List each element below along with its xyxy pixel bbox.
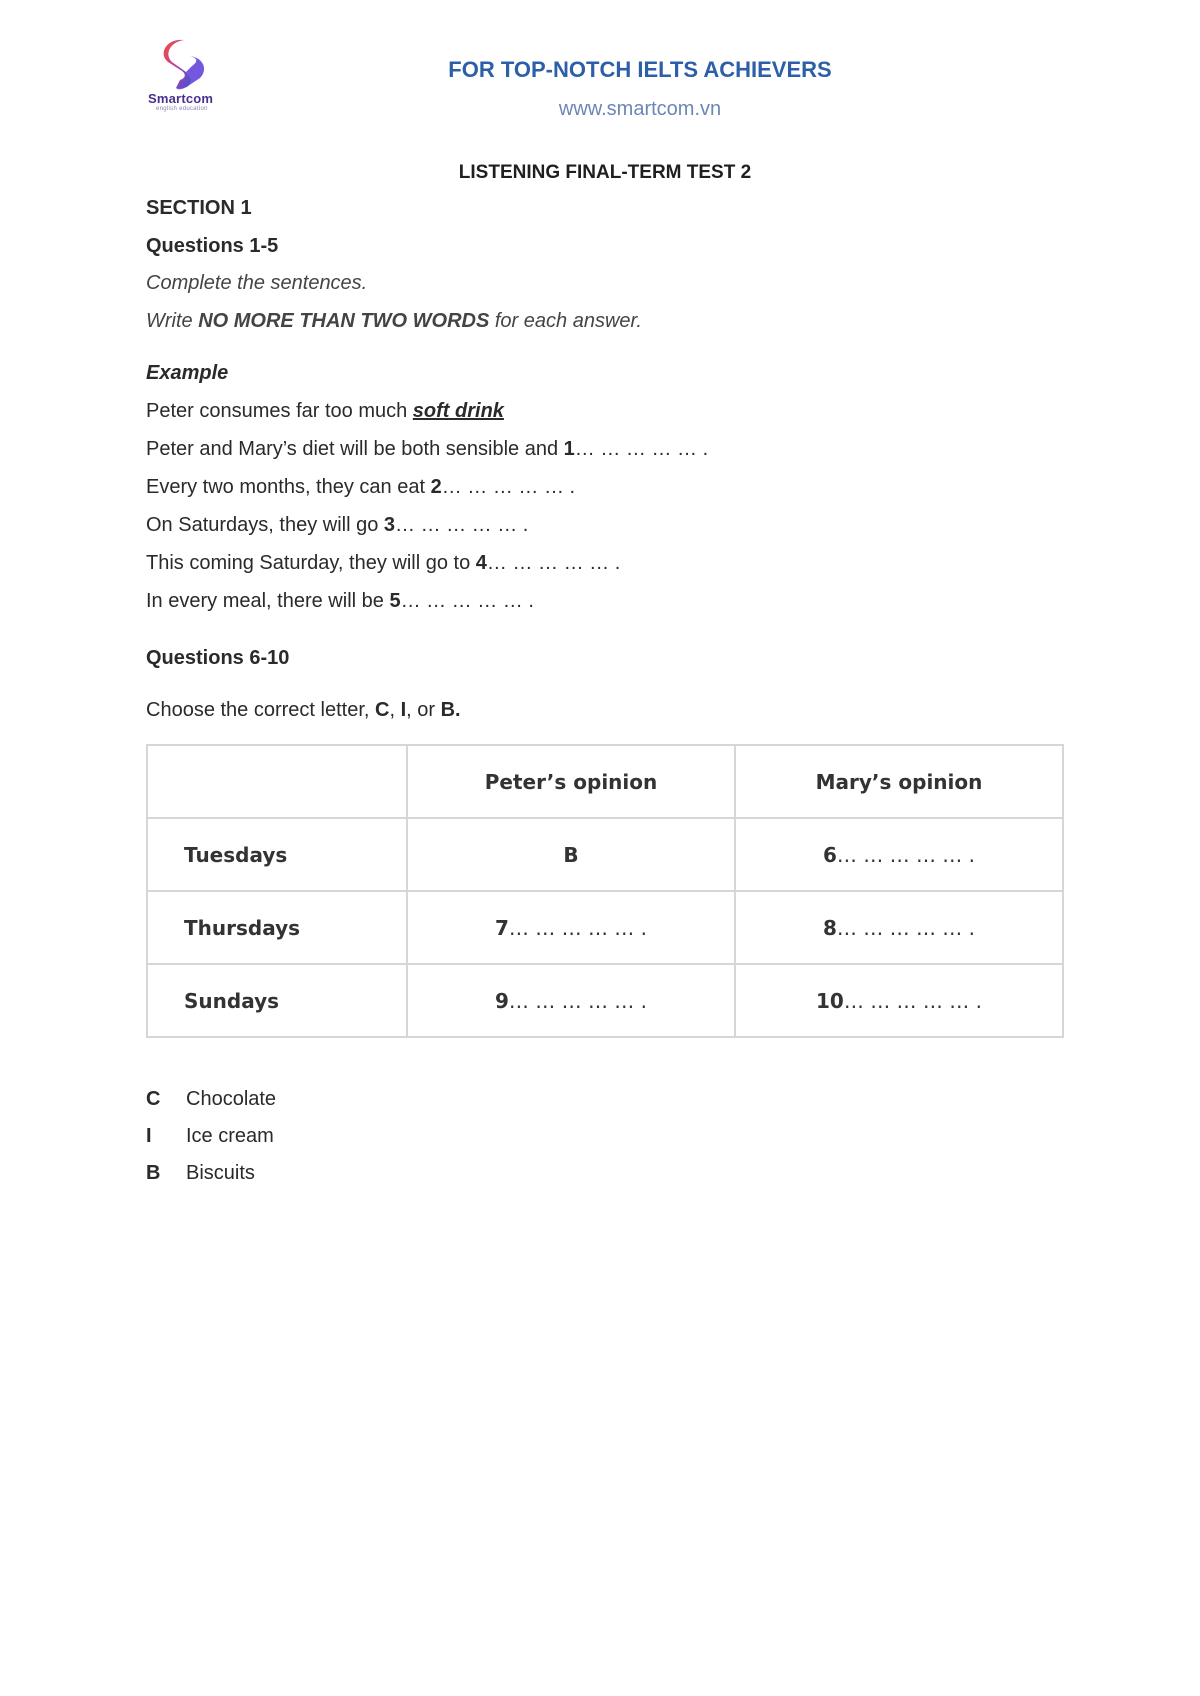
- table-header-empty: [147, 745, 407, 818]
- cell-thursdays-mary[interactable]: 8… … … … … .: [735, 891, 1063, 964]
- instruction-word-limit: Write NO MORE THAN TWO WORDS for each answer.: [146, 310, 642, 332]
- table-row: [147, 818, 1063, 891]
- answer-blank-3[interactable]: … … … … … .: [395, 514, 529, 536]
- logo-tagline: english education: [156, 106, 208, 112]
- table-row: [147, 891, 1063, 964]
- cell-thursdays-peter[interactable]: 7… … … … … .: [407, 891, 735, 964]
- cell-sundays-peter[interactable]: 9… … … … … .: [407, 964, 735, 1037]
- question-3: On Saturdays, they will go 3… … … … … .: [146, 514, 529, 536]
- header-url-link[interactable]: www.smartcom.vn: [558, 98, 722, 120]
- option-c: C Chocolate: [146, 1088, 277, 1110]
- cell-tuesdays-mary[interactable]: 6… … … … … .: [735, 818, 1063, 891]
- questions-6-10-heading: Questions 6-10: [146, 647, 290, 669]
- question-4: This coming Saturday, they will go to 4… … … … … .: [146, 552, 621, 574]
- question-2: Every two months, they can eat 2… … … … … .: [146, 476, 576, 498]
- answer-blank-1[interactable]: … … … … … .: [574, 438, 709, 460]
- opinions-table: [146, 744, 1064, 1038]
- option-i: I Ice cream: [146, 1125, 274, 1147]
- question-1: Peter and Mary’s diet will be both sensible and 1… … … … … .: [146, 438, 709, 460]
- instruction-complete: Complete the sentences.: [146, 272, 368, 294]
- table-row: [147, 964, 1063, 1037]
- header-title: FOR TOP-NOTCH IELTS ACHIEVERS: [448, 57, 832, 82]
- cell-sundays-mary[interactable]: 10… … … … … .: [735, 964, 1063, 1037]
- questions-1-5-heading: Questions 1-5: [146, 235, 279, 257]
- answer-blank-2[interactable]: … … … … … .: [441, 476, 576, 498]
- row-label-tuesdays: Tuesdays: [147, 818, 407, 891]
- question-5: In every meal, there will be 5… … … … … .: [146, 590, 534, 612]
- answer-blank-4[interactable]: … … … … … .: [486, 552, 621, 574]
- option-b: B Biscuits: [146, 1162, 255, 1184]
- example-answer: soft drink: [412, 400, 504, 422]
- table-header-row: [147, 745, 1063, 818]
- row-label-thursdays: Thursdays: [147, 891, 407, 964]
- table-header-peter: Peter’s opinion: [407, 745, 735, 818]
- example-sentence: Peter consumes far too much soft drink: [146, 400, 504, 422]
- test-title: LISTENING FINAL-TERM TEST 2: [458, 162, 752, 183]
- example-label: Example: [146, 362, 229, 384]
- section-heading: SECTION 1: [146, 197, 252, 219]
- instruction-choose-letter: Choose the correct letter, C, I, or B.: [146, 699, 461, 721]
- row-label-sundays: Sundays: [147, 964, 407, 1037]
- table-header-mary: Mary’s opinion: [735, 745, 1063, 818]
- logo-wordmark: Smartcom: [148, 91, 214, 106]
- cell-tuesdays-peter: B: [407, 818, 735, 891]
- answer-blank-5[interactable]: … … … … … .: [400, 590, 534, 612]
